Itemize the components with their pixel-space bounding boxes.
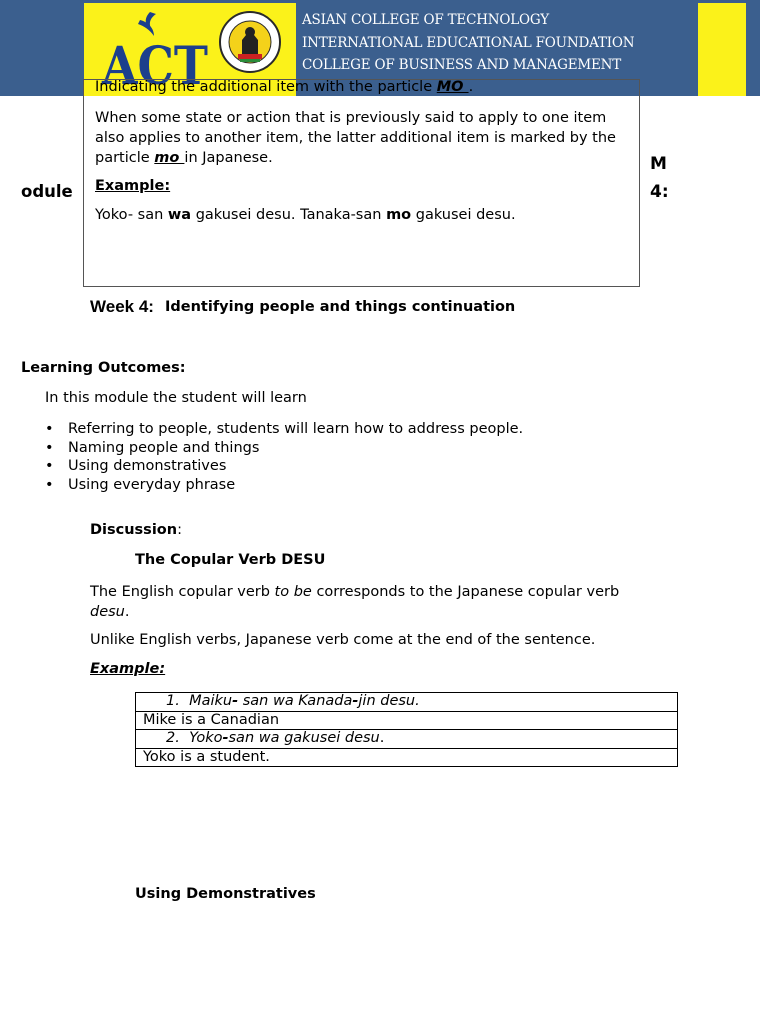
side-label-right-2: 4: — [650, 182, 669, 202]
row-part: - — [352, 693, 359, 710]
box-para-end: in Japanese. — [184, 150, 273, 166]
side-label-right-1: M — [650, 154, 667, 174]
week-label: Week 4: — [90, 297, 154, 316]
p1-part: desu — [90, 604, 125, 620]
row-part: san wa gakusei desu — [228, 730, 380, 747]
header-yellow-stripe — [698, 3, 746, 96]
p1-part: . — [124, 604, 130, 620]
p1-part: to be — [274, 584, 312, 600]
bullet-icon: • — [45, 439, 54, 456]
college-seal-icon — [218, 6, 282, 82]
row-part: - — [232, 693, 239, 710]
ex-part: mo — [386, 207, 412, 223]
box-para-particle: mo — [154, 150, 185, 166]
table-row — [136, 748, 678, 767]
ex-part: gakusei desu. Tanaka-san — [191, 207, 387, 223]
bullet-icon: • — [45, 421, 54, 437]
header-line-3: COLLEGE OF BUSINESS AND MANAGEMENT — [302, 57, 622, 73]
row-part: Maiku — [189, 693, 233, 710]
discussion-label — [90, 522, 182, 538]
table-row — [136, 693, 678, 712]
bullet-icon: • — [45, 476, 54, 493]
discussion-label-text: Discussion — [90, 522, 178, 538]
table-cell — [136, 693, 678, 712]
table-row — [136, 730, 678, 749]
table-row — [136, 711, 678, 730]
list-item-text: Referring to people, students will learn how to address people. — [68, 421, 524, 437]
outcomes-heading: Learning Outcomes: — [21, 360, 186, 376]
list-item-text: Naming people and things — [68, 439, 260, 456]
box-heading-particle: MO — [436, 79, 469, 95]
row-part: - — [222, 730, 229, 747]
list-item — [44, 439, 523, 458]
example-table — [135, 692, 678, 767]
outcomes-intro: In this module the student will learn — [45, 390, 307, 406]
ex-part: wa — [167, 207, 192, 223]
discussion-paragraph-2: Unlike English verbs, Japanese verb come at the end of the sentence. — [90, 632, 596, 648]
ex-part: gakusei desu. — [411, 207, 516, 223]
side-label-left: odule — [21, 182, 73, 201]
row-part: san wa Kanada — [238, 693, 353, 710]
demonstratives-heading: Using Demonstratives — [135, 886, 316, 902]
table-cell: Yoko is a student. — [136, 748, 678, 767]
box-paragraph — [95, 108, 635, 168]
discussion-example-label: Example: — [90, 661, 166, 677]
table-cell: Mike is a Canadian — [136, 711, 678, 730]
week-title: Identifying people and things continuation — [165, 299, 516, 315]
outcomes-list — [44, 420, 523, 494]
discussion-paragraph-1 — [90, 582, 660, 622]
list-item — [44, 457, 523, 476]
box-heading-end: . — [468, 79, 474, 95]
copular-heading: The Copular Verb DESU — [135, 552, 326, 568]
act-logo — [100, 8, 210, 88]
list-item — [44, 476, 523, 495]
ex-part: Yoko- san — [95, 207, 168, 223]
row-part: jin desu. — [358, 693, 420, 710]
box-example-sentence — [95, 207, 635, 223]
row-number: 1. — [166, 693, 180, 710]
list-item-text: Using everyday phrase — [68, 476, 236, 493]
box-heading — [95, 79, 635, 95]
list-item-text: Using demonstratives — [68, 458, 227, 474]
list-item — [44, 420, 523, 439]
box-heading-text: Indicating the additional item with the particle — [95, 79, 437, 95]
discussion-colon: : — [177, 522, 182, 538]
row-part: Yoko — [189, 730, 223, 747]
p1-part: The English copular verb — [90, 584, 275, 600]
row-part: . — [379, 730, 385, 747]
p1-part: corresponds to the Japanese copular verb — [311, 584, 620, 600]
box-example-label: Example: — [95, 178, 171, 194]
table-cell — [136, 730, 678, 749]
header-line-2: INTERNATIONAL EDUCATIONAL FOUNDATION — [302, 35, 635, 51]
header-line-1: ASIAN COLLEGE OF TECHNOLOGY — [302, 12, 549, 28]
row-number: 2. — [166, 730, 180, 747]
logo-text: ACT — [101, 36, 209, 88]
box-para-text: When some state or action that is previously said to apply to one item also applies to another item, the latter additional item is marked by the particle — [95, 110, 616, 166]
bullet-icon: • — [45, 458, 54, 474]
